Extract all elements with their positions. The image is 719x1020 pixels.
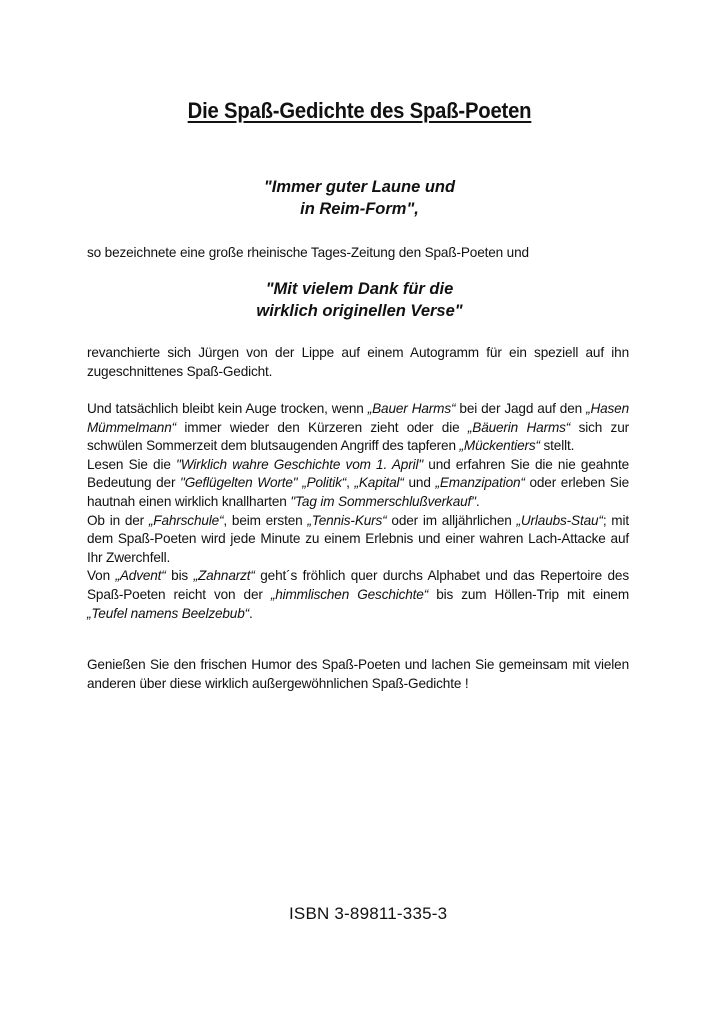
paragraph-line (87, 512, 629, 531)
poem-title: „Emanzipation“ (435, 475, 525, 491)
poem-title: Mümmelmann“ (87, 419, 176, 435)
text-run: . (249, 605, 253, 621)
paragraph-line: zugeschnittenes Spaß-Gedicht. (87, 363, 273, 379)
poem-title: „Urlaubs-Stau“ (516, 512, 603, 528)
poem-title: „Hasen (586, 401, 629, 416)
text-run: Von (87, 568, 116, 584)
poem-title: „Teufel namens Beelzebub“ (87, 605, 249, 621)
autograph-paragraph (87, 344, 629, 381)
paragraph-line: Ihr Zwerchfell. (87, 549, 171, 565)
closing-paragraph (87, 656, 629, 693)
text-run: hautnah einen wirklich knallharten (87, 493, 291, 509)
page-title: Die Spaß-Gedichte des Spaß-Poeten (187, 98, 532, 123)
text-run: , beim ersten (223, 512, 308, 528)
paragraph-line: Genießen Sie den frischen Humor des Spaß-Poeten und lachen Sie gemeinsam mit vielen (87, 657, 629, 672)
text-run: stellt. (539, 438, 575, 454)
text-run: sich zur (570, 419, 629, 435)
poem-title: „Kapital“ (354, 475, 404, 491)
text-run: und (403, 475, 436, 491)
isbn-number: ISBN 3-89811-335-3 (289, 904, 448, 923)
celebrity-quote-line-1: "Mit vielem Dank für die (265, 280, 454, 298)
paragraph-line: revanchierte sich Jürgen von der Lippe auf einem Autogramm für ein speziell auf ihn (87, 345, 629, 360)
text-run: Ob in der (87, 512, 149, 528)
paragraph-line (87, 605, 629, 624)
poem-title: „Bäuerin Harms“ (467, 419, 571, 435)
text-run: Lesen Sie die (87, 456, 177, 472)
paragraph-line (87, 474, 629, 493)
poem-title: „Mückentiers“ (459, 438, 540, 454)
poem-title: „Bauer Harms“ (367, 401, 456, 416)
poem-title: „Fahrschule“ (148, 512, 224, 528)
press-quote (0, 176, 719, 220)
text-run: Spaß-Poeten reicht von der (87, 586, 271, 602)
poem-title: „Politik“ (302, 475, 347, 491)
text-run: und erfahren Sie die nie geahnte (423, 456, 629, 472)
text-run: . (475, 493, 480, 509)
paragraph-line (87, 456, 629, 475)
text-run: Und tatsächlich bleibt kein Auge trocken, wenn (87, 401, 368, 416)
poem-title: "Tag im Sommerschlußverkauf" (290, 493, 476, 509)
paragraph-line (87, 493, 629, 512)
paragraph-line: dem Spaß-Poeten wird jede Minute zu einem Erlebnis und einer wahren Lach-Attacke auf (87, 531, 629, 547)
text-run: schwülen Sommerzeit dem blutsaugenden Angriff des tapferen (87, 438, 460, 454)
poem-title: „Advent“ (115, 568, 166, 584)
paragraph-line (87, 419, 629, 438)
paragraph-line (87, 437, 629, 456)
text-run: Bedeutung der (87, 475, 181, 491)
text-run: bis (165, 568, 194, 584)
main-paragraph (87, 400, 629, 623)
text-run: bis zum Höllen-Trip mit einem (428, 586, 629, 602)
celebrity-quote (0, 278, 719, 322)
text-run: ; mit (602, 512, 629, 528)
poem-title: „Tennis-Kurs“ (307, 512, 387, 528)
intro-text: so bezeichnete eine große rheinische Tages-Zeitung den Spaß-Poeten und (87, 245, 529, 260)
celebrity-quote-line-2: wirklich originellen Verse" (256, 302, 463, 320)
text-run: , (346, 475, 355, 491)
text-run: oder erleben Sie (524, 475, 630, 491)
text-run: geht´s fröhlich quer durchs Alphabet und das Repertoire des (254, 568, 629, 584)
text-run: bei der Jagd auf den (455, 401, 587, 416)
paragraph-line (87, 586, 629, 605)
text-run: immer wieder den Kürzeren zieht oder die (176, 419, 468, 435)
paragraph-line (87, 400, 629, 419)
text-run: oder im alljährlichen (386, 512, 517, 528)
paragraph-line (87, 567, 629, 586)
poem-title: „Zahnarzt“ (193, 568, 255, 584)
press-quote-line-2: in Reim-Form", (300, 200, 419, 218)
poem-title: "Geflügelten Worte" (180, 475, 298, 491)
poem-title: "Wirklich wahre Geschichte vom 1. April" (176, 456, 423, 472)
poem-title: „himmlischen Geschichte“ (270, 586, 429, 602)
press-quote-line-1: "Immer guter Laune und (263, 178, 456, 196)
paragraph-line: anderen über diese wirklich außergewöhnlichen Spaß-Gedichte ! (87, 675, 469, 691)
